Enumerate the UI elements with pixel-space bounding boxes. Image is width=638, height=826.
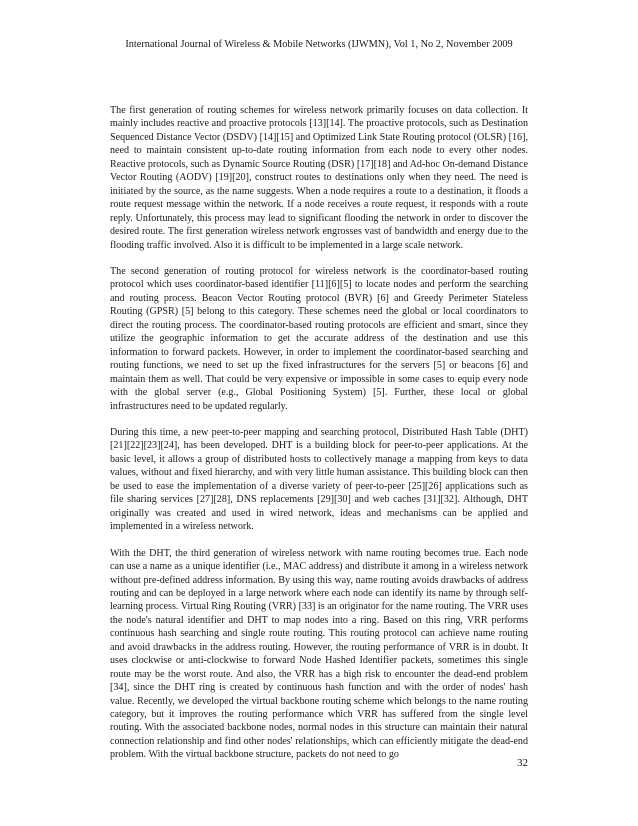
paragraph-first-generation: The first generation of routing schemes for wireless network primarily focuses on data collection. It mainly includes reactive and proactive protocols [13][14]. The proactive protocols, such as Destination Sequenced Distance Vector (DSDV) [14][15] and Optimized Link State Routing protocol (OLSR) [16], need to maintain consistent up-to-date routing information from each node to every other nodes. Reactive protocols, such as Dynamic Source Routing (DSR) [17][18] and Ad-hoc On-demand Distance Vector Routing (AODV) [19][20], construct routes to destinations only when they need. The need is initiated by the source, as the name suggests. When a node requires a route to a destination, it floods a route request message within the network. If a node receives a route request, it responds with a route reply. Unfortunately, this process may lead to significant flooding the network in order to discover the desired route. The first generation wireless network engrosses vast of bandwidth and energy due to the flooding traffic involved. Also it is difficult to be implemented in a large scale network.: [110, 105, 528, 251]
page-number: 32: [517, 757, 528, 769]
paragraph-dht: During this time, a new peer-to-peer mapping and searching protocol, Distributed Hash Table (DHT) [21][22][23][24], has been developed. DHT is a building block for peer-to-peer applications. At the basic level, it allows a group of distributed hosts to collectively manage a mapping from keys to data values, without and fixed hierarchy, and with very little human assistance. This building block can then be used to ease the implementation of a diverse variety of peer-to-peer [25][26] applications such as file sharing services [27][28], DNS replacements [29][30] and web caches [31][32]. Although, DHT originally was created and used in wired network, ideas and mechanisms can be applied and implemented in a wireless network.: [110, 426, 528, 533]
paragraph-second-generation: The second generation of routing protocol for wireless network is the coordinator-based routing protocol which uses coordinator-based identifier [11][6][5] to locate nodes and perform the searching and routing process. Beacon Vector Routing protocol (BVR) [6] and Greedy Perimeter Stateless Routing (GPSR) [5] belong to this category. These schemes need the global or local coordinators to direct the routing process. The coordinator-based routing protocols are efficient and smart, since they utilize the geographic information to get the accurate address of the destination and use this information to forward packets. However, in order to implement the coordinator-based searching and routing functions, we need to set up the fixed infrastructures for the servers [5] or beacons [6] and maintain them as well. That could be very expensive or impossible in some cases to equip every node with the global server (e.g., Global Positioning System) [5]. Further, these local or global infrastructures need to be updated regularly.: [110, 265, 528, 412]
running-head: International Journal of Wireless & Mobile Networks (IJWMN), Vol 1, No 2, November 2009: [125, 39, 513, 50]
body-text: [110, 104, 528, 762]
paragraph-third-generation: With the DHT, the third generation of wireless network with name routing becomes true. Each node can use a name as a unique identifier (i.e., MAC address) and distribute it among in a wireless network without pre-defined address information. By using this way, name routing avoids drawbacks of address routing and can be deployed in a large network where each node can identify its name by through self-learning process. Virtual Ring Routing (VRR) [33] is an originator for the name routing. The VRR uses the node's natural identifier and DHT to map nodes into a ring. Based on this ring, VRR performs continuous hash searching and single route routing. This routing protocol can achieve name routing and avoid drawbacks in the address routing. However, the routing performance of VRR is in doubt. It uses clockwise or anti-clockwise to forward Node Hashed Identifier packets, sometimes this single route may be the worst route. And also, the VRR has a high risk to encounter the dead-end problem [34], since the DHT ring is created by continuous hash function and with the order of nodes' hash value. Recently, we developed the virtual backbone routing scheme which belongs to the name routing category, but it improves the routing performance which VRR has suffered from the single level routing. With the associated backbone nodes, normal nodes in this structure can maintain their natural connection relationship and find other nodes' relationships, which can efficiently mitigate the dead-end problem. With the virtual backbone structure, packets do not need to go: [110, 547, 528, 761]
